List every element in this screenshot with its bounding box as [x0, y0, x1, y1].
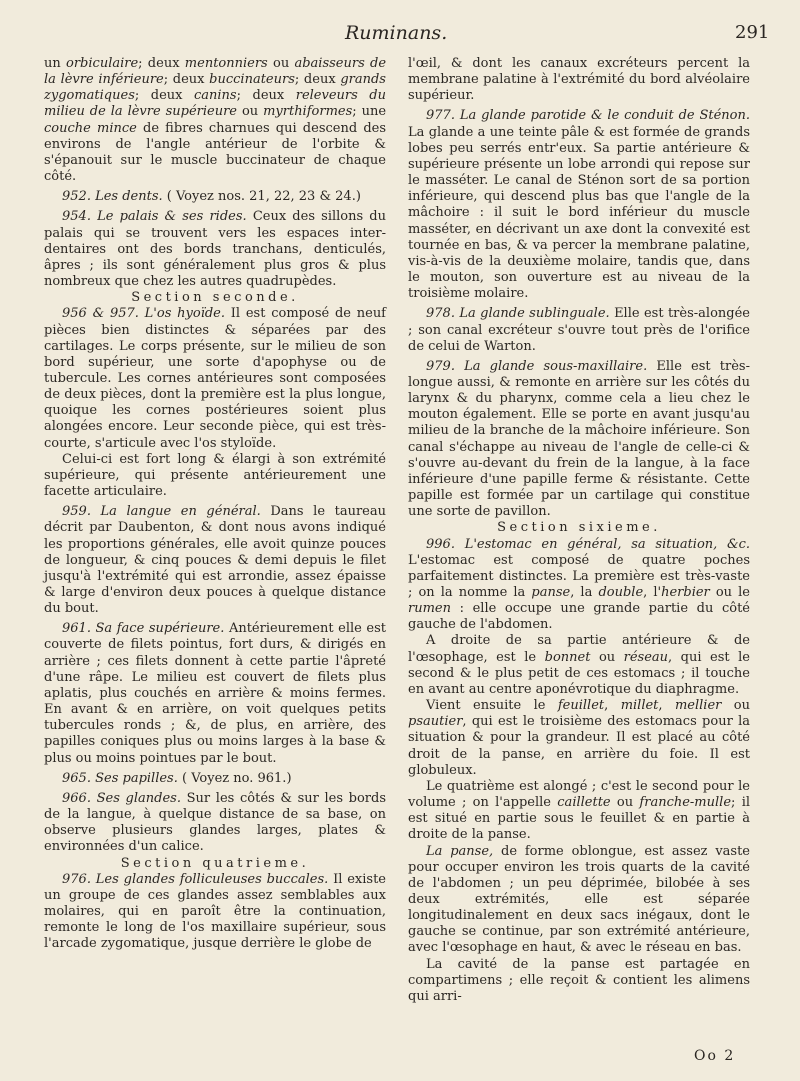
- paragraph-978: 978. La glande sublinguale. Elle est très-alongée ; son canal excréteur s'ouvre tout près de l'orifice de celui de Warton.: [408, 306, 750, 354]
- paragraph-continued-right: l'œil, & dont les canaux excréteurs percent la membrane palatine à l'extrémité du bord alvéolaire supérieur.: [408, 56, 750, 104]
- left-column: [44, 56, 386, 952]
- page-number: 291: [735, 22, 770, 43]
- paragraph-977: 977. La glande parotide & le conduit de Sténon. La glande a une teinte pâle & est formée de grands lobes peu serrés entr'eux. Sa partie antérieure & supérieure présente un lobe arrondi qui repose sur le masséter. Le canal de Sténon sort de sa portion inférieure, qui descend plus bas que l'angle de la mâchoire : il suit le bord inférieur du muscle masséter, en décrivant un axe dont la convexité est tournée en bas, & va percer la membrane palatine, vis-à-vis de la deuxième molaire, tandis que, dans le mouton, son ouverture est au niveau de la troisième molaire.: [408, 108, 750, 302]
- paragraph-954: 954. Le palais & ses rides. Ceux des sillons du palais qui se trouvent vers les espaces inter-dentaires ont des bords tranchans, denticulés, âpres ; ils sont généralement plus gros & plus nombreux que chez les autres quadrupèdes.: [44, 209, 387, 290]
- paragraph-952: 952. Les dents. ( Voyez nos. 21, 22, 23 & 24.): [62, 189, 361, 205]
- paragraph-961: 961. Sa face supérieure. Antérieurement elle est couverte de filets pointus, fort durs, & dirigés en arrière ; ces filets donnent à cette partie l'âpreté d'une râpe. Le milieu est couvert de filets plus aplatis, plus couchés en arrière & moins fermes. En avant & en arrière, on voit quelques petits tubercules ronds ; &, de plus, en arrière, des papilles coniques plus ou moins larges à la base & plus ou moins pointues par le bout.: [44, 621, 386, 766]
- paragraph-976: 976. Les glandes folliculeuses buccales. Il existe un groupe de ces glandes assez semblables aux molaires, qui en paroît être la continuation, remonte le long de l'os maxillaire supérieur, sous l'arcade zygomatique, jusque derrière le globe de: [44, 871, 387, 952]
- running-title: Ruminans.: [345, 22, 448, 44]
- section-heading-2: Section seconde.: [131, 290, 299, 306]
- paragraph-panse: La panse, de forme oblongue, est assez vaste pour occuper environ les trois quarts de la cavité de l'abdomen ; un peu déprimée, bilobée à ses deux extrémités, elle est séparée longitudinalement en deux sacs inégaux, dont le gauche se continue, par son extrémité antérieure, avec l'œsophage en haut, & avec le réseau en bas.: [408, 843, 751, 956]
- catchword: Oo 2: [694, 1048, 736, 1064]
- paragraph-996: 996. L'estomac en général, sa situation, &c. L'estomac est composé de quatre poches parfaitement distinctes. La première est très-vaste ; on la nomme la panse, la double, l'herbier ou le rumen : elle occupe une grande partie du côté gauche de l'abdomen.: [408, 536, 750, 633]
- section-heading-6: Section sixieme.: [497, 520, 661, 536]
- paragraph-959: 959. La langue en général. Dans le taureau décrit par Daubenton, & dont nous avons indiqué les proportions générales, elle avoit quinze pouces de longueur, & cinq pouces & demi depuis le filet jusqu'à l'extrémité qui est arrondie, assez épaisse & large d'environ deux pouces à quelque distance du bout.: [44, 504, 386, 617]
- paragraph-979: 979. La glande sous-maxillaire. Elle est très-longue aussi, & remonte en arrière sur les côtés du larynx & du pharynx, comme cela a lieu chez le mouton également. Elle se porte en avant jusqu'au milieu de la branche de la mâchoire inférieure. Son canal s'échappe au niveau de l'angle de celle-ci & s'ouvre au-devant du frein de la langue, à la face inférieure d'une papille ferme & résistante. Cette papille est formée par un cartilage qui constitue une sorte de pavillon.: [408, 358, 750, 520]
- paragraph-966: 966. Ses glandes. Sur les côtés & sur les bords de la langue, à quelque distance de sa base, on observe plusieurs glandes larges, plates & environnées d'un calice.: [44, 790, 387, 855]
- section-heading-4: Section quatrieme.: [120, 855, 310, 871]
- paragraph-956-cont: Celui-ci est fort long & élargi à son extrémité supérieure, qui présente antérieurement une facette articulaire.: [44, 451, 386, 500]
- paragraph-965: 965. Ses papilles. ( Voyez no. 961.): [62, 770, 292, 786]
- paragraph-cavite: La cavité de la panse est partagée en compartimens ; elle reçoit & contient les alimens qui arri-: [408, 956, 750, 1004]
- paragraph-continued: un orbiculaire; deux mentonniers ou abaisseurs de la lèvre inférieure; deux buccinateurs; deux grands zygomatiques; deux canins; deux releveurs du milieu de la lèvre supérieure ou myrthiformes; une couche mince de fibres charnues qui descend des environs de l'angle antérieur de l'orbite & s'épanouit sur le muscle buccinateur de chaque côté.: [44, 56, 387, 185]
- paragraph-956: 956 & 957. L'os hyoïde. Il est composé de neuf pièces bien distinctes & séparées par des cartilages. Le corps présente, sur le milieu de son bord supérieur, une sorte d'apophyse ou de tubercule. Les cornes antérieures sont composées de deux pièces, dont la première est la plus longue, quoique les cornes postérieures soient plus alongées encore. Leur seconde pièce, qui est très-courte, s'articule avec l'os styloïde.: [44, 306, 386, 451]
- paragraph-caillette: Le quatrième est alongé ; c'est le second pour le volume ; on l'appelle caillette ou franche-mulle; il est situé en partie sous le feuillet & en partie à droite de la panse.: [408, 778, 751, 843]
- right-column: [408, 56, 750, 1005]
- paragraph-reseau: A droite de sa partie antérieure & de l'œsophage, est le bonnet ou réseau, qui est le second & le plus petit de ces estomacs ; il touche en avant au centre aponévrotique du diaphragme.: [408, 633, 750, 697]
- paragraph-feuillet: Vient ensuite le feuillet, millet, mellier ou psautier, qui est le troisième des estomacs pour la situation & pour la grandeur. Il est placé au côté droit de la panse, en arrière du foie. Il est globuleux.: [408, 698, 750, 778]
